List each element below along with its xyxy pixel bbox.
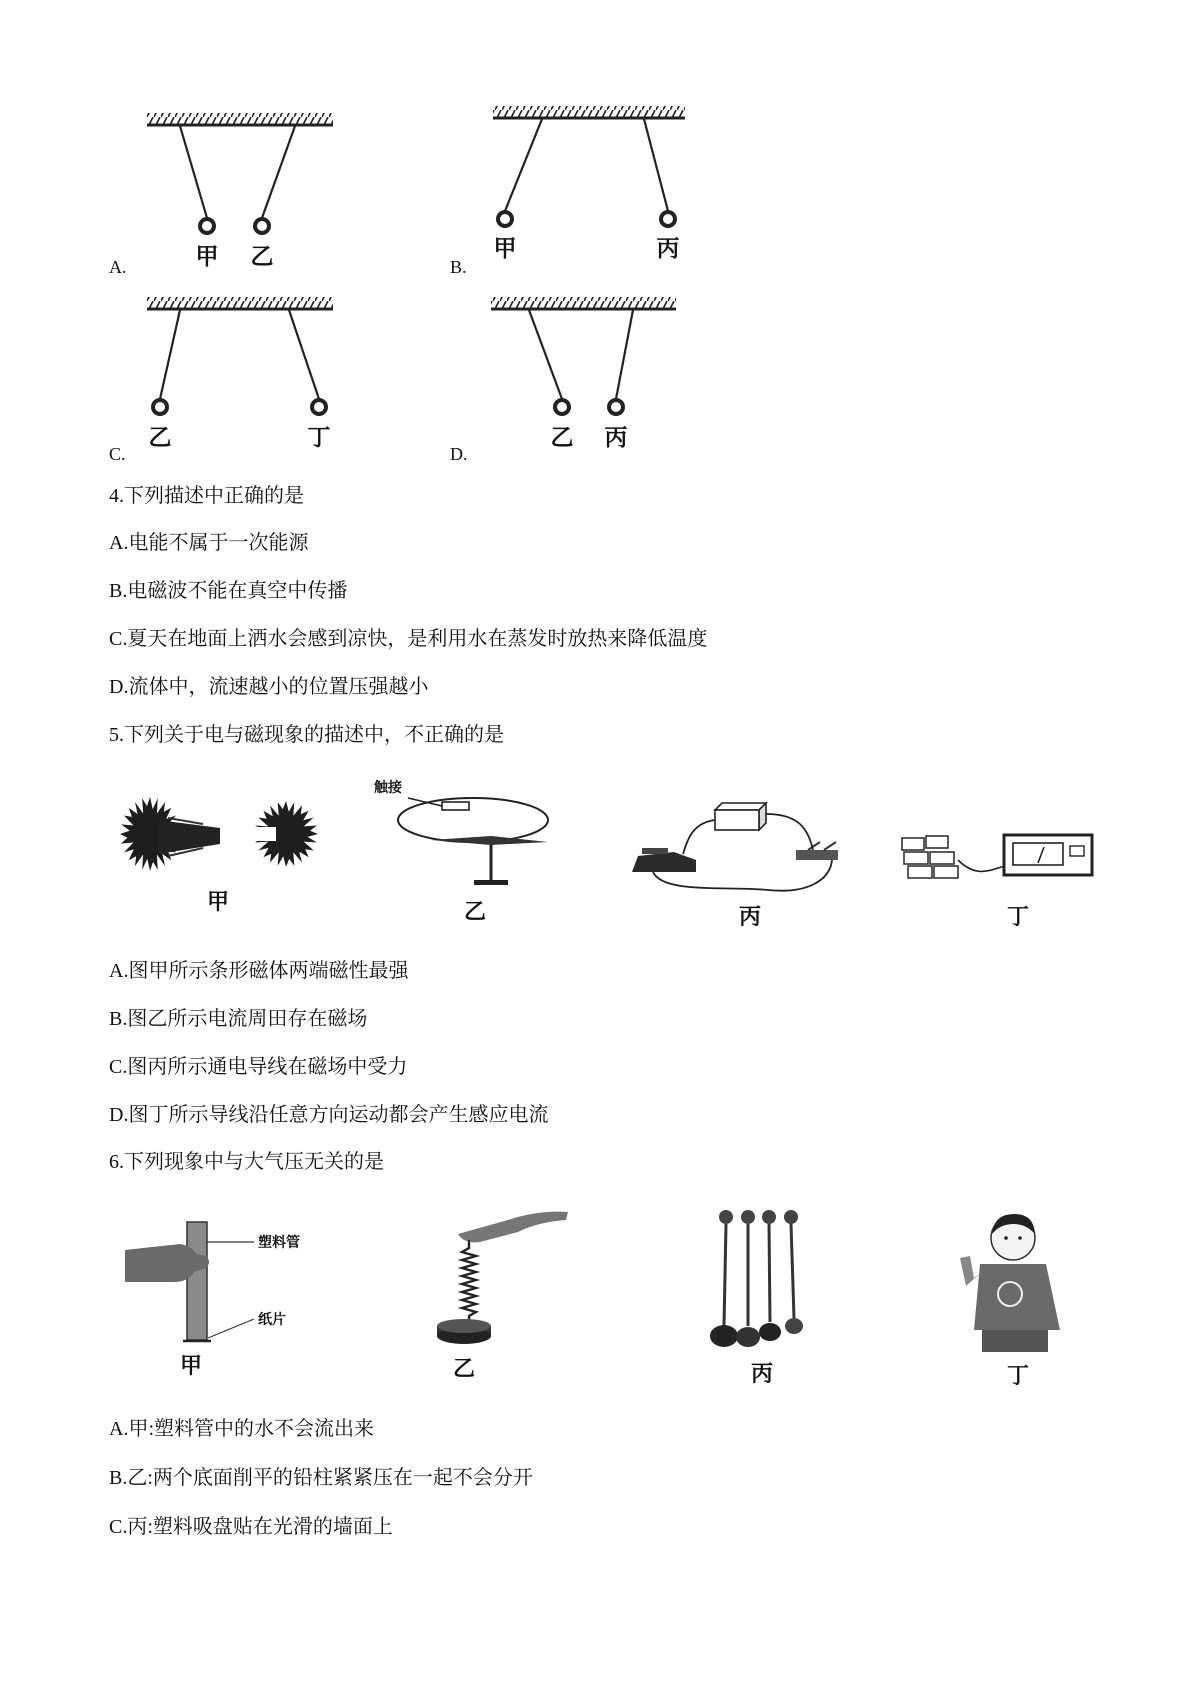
q5-figure-row	[108, 768, 1098, 936]
q3-option-b-label: B.	[450, 257, 467, 277]
magnet-rails	[632, 852, 696, 872]
suction-cup-spoons-figure	[710, 1210, 803, 1386]
q5-option-a: A.图甲所示条形磁体两端磁性最强	[109, 960, 409, 982]
battery	[442, 802, 469, 810]
plastic-tube	[187, 1222, 207, 1340]
q3-option-a-label: A.	[109, 257, 127, 277]
q4-option-c: C.夏天在地面上洒水会感到凉快，是利用水在蒸发时放热来降低温度	[109, 628, 708, 650]
figure-label-ding: 丁	[1006, 904, 1030, 929]
left-ball	[555, 400, 569, 414]
right-string	[616, 310, 633, 399]
q6-stem: 6.下列现象中与大气压无关的是	[109, 1151, 384, 1173]
switch-label: 触接	[374, 781, 402, 796]
figure-label-ding: 丁	[1006, 1363, 1030, 1388]
q5-option-b: B.图乙所示电流周田存在磁场	[109, 1008, 368, 1030]
left-string	[160, 310, 180, 399]
right-ball-label: 丁	[307, 425, 331, 450]
q6-option-b: B.乙:两个底面削平的铅柱紧紧压在一起不会分开	[109, 1467, 533, 1489]
q4-option-b: B.电磁波不能在真空中传播	[109, 580, 348, 602]
q6-figure-row	[108, 1198, 1083, 1393]
coil-block	[934, 866, 958, 878]
wire	[958, 860, 1006, 871]
right-string	[289, 310, 319, 399]
q3-figure-a	[140, 105, 340, 275]
left-ball-label: 乙	[148, 425, 172, 450]
right-ball	[312, 400, 326, 414]
tube-paper-figure	[125, 1222, 300, 1378]
ceiling-hatch	[147, 113, 333, 125]
power-box	[715, 810, 759, 830]
spoon-handle	[769, 1224, 770, 1322]
q5-option-c: C.图丙所示通电导线在磁场中受力	[109, 1056, 408, 1078]
power-box-top	[715, 803, 766, 810]
left-ball-label: 甲	[493, 236, 517, 261]
wire	[766, 814, 813, 850]
q4-stem: 4.下列描述中正确的是	[109, 485, 304, 507]
coil-block	[902, 838, 924, 850]
left-string	[180, 126, 207, 218]
right-string	[644, 119, 668, 211]
hand	[458, 1212, 568, 1243]
q6-option-c: C.丙:塑料吸盘贴在光滑的墙面上	[109, 1516, 393, 1538]
spoon-bowl	[785, 1318, 803, 1334]
right-ball-label: 乙	[250, 244, 274, 269]
ceiling-hatch	[147, 297, 333, 309]
right-ball-label: 丙	[604, 425, 628, 450]
coil-block	[930, 852, 954, 864]
q3-figure-b	[488, 98, 693, 268]
figure-label-yi: 乙	[452, 1356, 476, 1381]
tube-label: 塑料管	[258, 1236, 300, 1251]
spoon-handle	[791, 1224, 794, 1318]
left-string	[529, 310, 562, 399]
right-ball	[255, 219, 269, 233]
ceiling-hatch	[491, 297, 676, 309]
right-string	[262, 126, 295, 218]
suction-cup	[762, 1210, 776, 1224]
figure-label-bing: 丙	[738, 904, 762, 929]
q3-option-d-label: D.	[450, 444, 468, 464]
coil-block	[904, 852, 928, 864]
q5-stem: 5.下列关于电与磁现象的描述中，不正确的是	[109, 724, 504, 746]
induction-figure	[902, 835, 1092, 929]
switch-device	[796, 850, 838, 860]
q3-figure-c	[140, 289, 340, 459]
galvanometer-terminal	[1070, 846, 1084, 856]
figure-label-jia: 甲	[206, 889, 230, 914]
spoon-bowl	[759, 1323, 781, 1341]
lead-cylinder-top	[437, 1319, 491, 1333]
figure-label-yi: 乙	[463, 899, 487, 924]
left-ball-label: 甲	[195, 244, 219, 269]
left-ball	[153, 400, 167, 414]
compass-base	[474, 880, 508, 885]
lead-cylinders-figure	[437, 1212, 568, 1381]
eye	[1018, 1236, 1022, 1240]
right-ball-label: 丙	[656, 236, 680, 261]
right-ball	[661, 212, 675, 226]
boy-figure	[960, 1214, 1060, 1388]
left-ball	[200, 219, 214, 233]
rail-top	[642, 848, 668, 854]
switch-pin	[808, 842, 820, 850]
suction-cup	[784, 1210, 798, 1224]
wire-loop	[398, 798, 548, 842]
switch-pin	[824, 842, 836, 850]
spoon-bowl	[710, 1325, 738, 1347]
wire	[683, 820, 715, 854]
shorts	[982, 1330, 1048, 1352]
spoon-bowl	[736, 1327, 760, 1347]
left-string	[505, 119, 542, 211]
left-ball-label: 乙	[550, 425, 574, 450]
compass-needle	[431, 836, 548, 845]
q3-figure-d	[486, 289, 686, 459]
suction-cup	[719, 1210, 733, 1224]
paper-leader-line	[208, 1319, 254, 1338]
motor-principle-figure	[632, 803, 838, 929]
coil-block	[926, 836, 948, 848]
q5-option-d: D.图丁所示导线沿任意方向运动都会产生感应电流	[109, 1104, 549, 1126]
figure-label-bing: 丙	[750, 1361, 774, 1386]
oersted-experiment-figure	[374, 779, 548, 924]
filings-notch	[248, 827, 276, 841]
suction-cup	[741, 1210, 755, 1224]
figure-label-jia: 甲	[179, 1353, 203, 1378]
right-ball	[609, 400, 623, 414]
bar-magnet-filings-figure	[120, 797, 318, 914]
coil-block	[908, 866, 932, 878]
switch-lead	[408, 798, 442, 806]
q3-option-c-label: C.	[109, 444, 126, 464]
q4-option-d: D.流体中，流速越小的位置压强越小	[109, 676, 429, 698]
bar-magnet	[158, 820, 220, 854]
spoon-handle	[724, 1224, 726, 1326]
spring	[462, 1240, 476, 1324]
ceiling-hatch	[493, 106, 685, 118]
q4-option-a: A.电能不属于一次能源	[109, 532, 309, 554]
left-ball	[498, 212, 512, 226]
shirt	[974, 1264, 1060, 1330]
q6-option-a: A.甲:塑料管中的水不会流出来	[109, 1418, 374, 1440]
eye	[1004, 1236, 1008, 1240]
paper-label: 纸片	[258, 1313, 286, 1328]
